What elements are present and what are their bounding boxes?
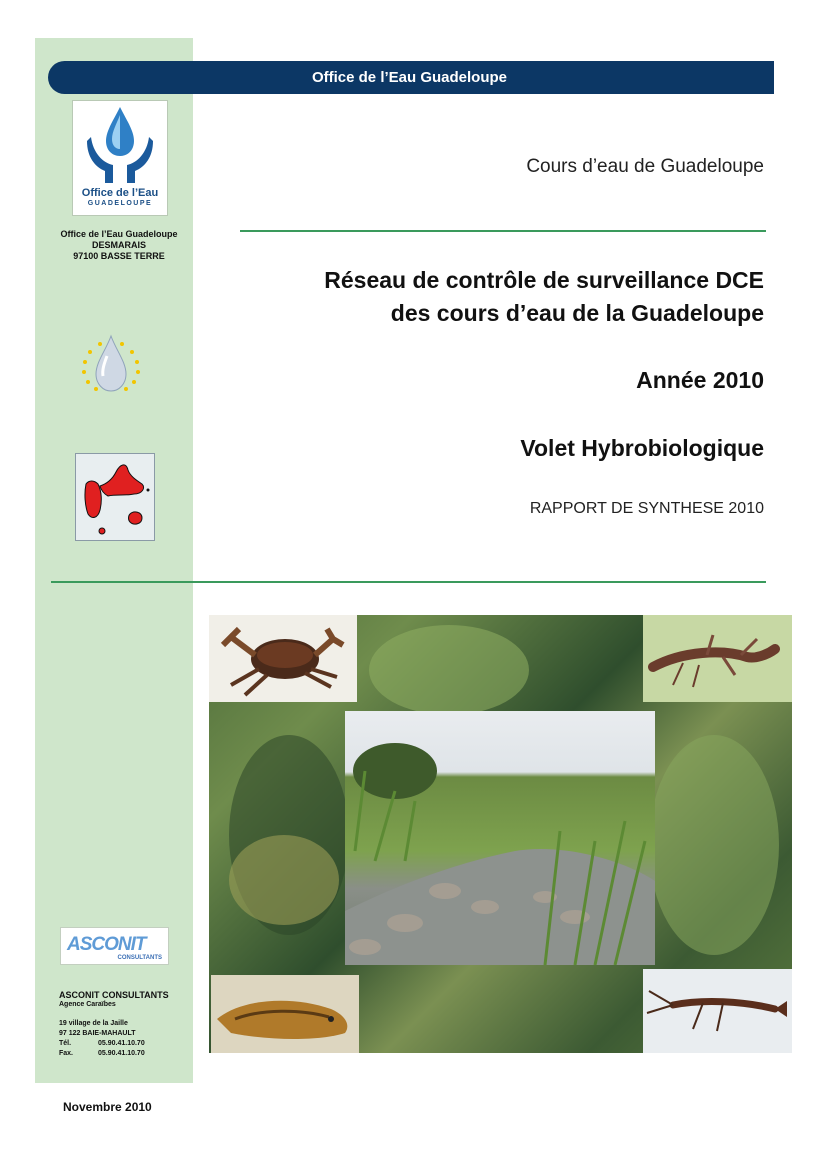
address-city: 97100 BASSE TERRE	[73, 251, 165, 261]
shrimp-photo	[643, 969, 792, 1053]
title-volet: Volet Hybrobiologique	[520, 435, 764, 461]
asconit-logo-text: ASCONIT	[67, 934, 146, 955]
banner-title: Office de l’Eau Guadeloupe	[311, 69, 508, 86]
logo-line2: GUADELOUPE	[87, 200, 153, 207]
title-line2: des cours d’eau de la Guadeloupe	[390, 300, 764, 326]
divider-top	[240, 230, 766, 232]
shrimp-icon	[643, 969, 792, 1053]
crab-icon	[209, 615, 357, 702]
consultant-agency: Agence Caraïbes	[59, 1001, 116, 1008]
photo-collage	[209, 615, 792, 1053]
eu-water-drop-icon	[76, 334, 146, 396]
asconit-logo-sub: CONSULTANTS	[117, 955, 162, 961]
asconit-logo	[60, 927, 169, 965]
fax-label: Fax.	[59, 1050, 74, 1057]
fish-icon	[211, 975, 359, 1053]
phone-value: 05.90.41.10.70	[98, 1040, 145, 1047]
office-eau-logo	[72, 100, 168, 216]
report-label: RAPPORT DE SYNTHESE 2010	[529, 500, 764, 517]
address-org: Office de l’Eau Guadeloupe	[60, 229, 178, 239]
aquatic-plant-texture	[229, 835, 339, 925]
water-drop-hands-icon	[73, 101, 167, 187]
fish-photo	[211, 975, 359, 1053]
consultant-name: ASCONIT CONSULTANTS	[59, 990, 169, 1000]
document-date: Novembre 2010	[63, 1100, 152, 1114]
header-banner	[48, 61, 774, 94]
fax-value: 05.90.41.10.70	[98, 1050, 145, 1057]
logo-line1: Office de l’Eau	[81, 187, 159, 199]
address-street: DESMARAIS	[91, 240, 146, 250]
consultant-contact	[59, 990, 169, 1059]
document-subtitle: Cours d’eau de Guadeloupe	[526, 156, 764, 177]
office-address	[35, 229, 203, 262]
guadeloupe-map-icon	[76, 454, 154, 540]
title-year: Année 2010	[636, 367, 764, 393]
river-landscape-photo	[345, 711, 655, 965]
guadeloupe-map	[75, 453, 155, 541]
consultant-phone-row	[59, 1039, 169, 1049]
title-line1: Réseau de contrôle de surveillance DCE	[324, 267, 764, 293]
crayfish-photo-top	[643, 615, 792, 702]
aquatic-plant-texture	[649, 735, 779, 955]
consultant-address1: 19 village de la Jaille	[59, 1020, 128, 1027]
river-scene-icon	[345, 711, 655, 965]
consultant-fax-row	[59, 1049, 169, 1059]
crayfish-icon	[643, 615, 792, 702]
consultant-address2: 97 122 BAIE-MAHAULT	[59, 1030, 136, 1037]
aquatic-plant-texture	[369, 625, 529, 715]
crab-photo	[209, 615, 357, 702]
phone-label: Tél.	[59, 1040, 72, 1047]
divider-bottom	[51, 581, 766, 583]
